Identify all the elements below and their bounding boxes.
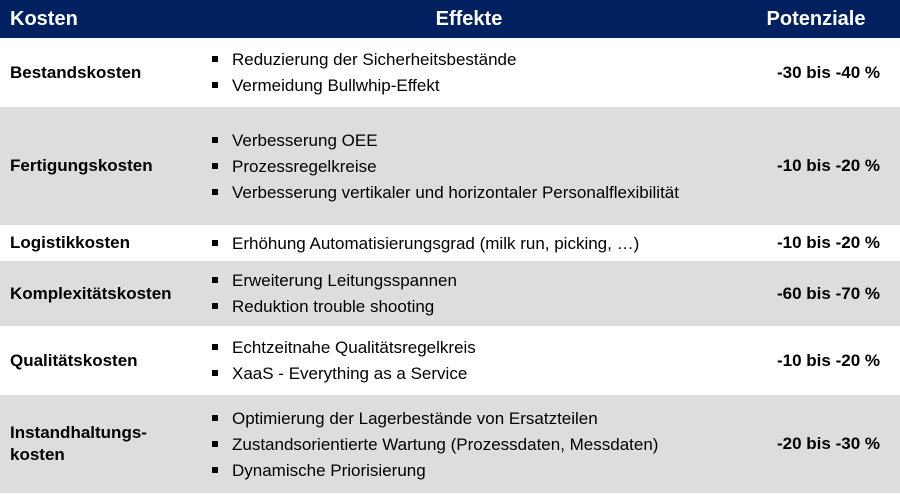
cost-label <box>0 394 206 494</box>
table-row <box>0 39 900 106</box>
list-item <box>212 130 732 151</box>
bullet-icon <box>212 56 218 62</box>
bullet-icon <box>212 163 218 169</box>
effects-cell <box>206 106 732 226</box>
list-item <box>212 337 732 358</box>
effect-text: XaaS - Everything as a Service <box>232 364 468 383</box>
cost-label-text: Instandhaltungs-​kosten <box>10 423 147 464</box>
header-kosten: Kosten <box>0 0 206 39</box>
effect-text: Erweiterung Leitungsspannen <box>232 271 457 290</box>
effects-cell <box>206 260 732 327</box>
cost-label: Fertigungskosten <box>0 106 206 226</box>
effect-text: Verbesserung vertikaler und horizontaler Personalflexibilität <box>232 182 679 202</box>
bullet-icon <box>212 415 218 421</box>
header-potenziale: Potenziale <box>732 0 900 39</box>
list-item <box>212 49 732 70</box>
effect-text: Echtzeitnahe Qualitätsregelkreis <box>232 338 476 357</box>
bullet-icon <box>212 82 218 88</box>
effect-text: Reduktion trouble shooting <box>232 297 435 316</box>
effects-cell <box>206 226 732 260</box>
list-item <box>212 270 732 291</box>
potential-value: -10 bis -20 % <box>732 106 900 226</box>
potential-value: -20 bis -30 % <box>732 394 900 494</box>
effect-text: Reduzierung der Sicherheitsbestände <box>232 50 517 69</box>
list-item <box>212 460 732 481</box>
table-row <box>0 327 900 394</box>
potential-value: -30 bis -40 % <box>732 39 900 106</box>
list-item <box>212 434 732 455</box>
bullet-icon <box>212 467 218 473</box>
table-row <box>0 226 900 260</box>
bullet-icon <box>212 137 218 143</box>
list-item <box>212 182 732 203</box>
effects-cell <box>206 327 732 394</box>
list-item <box>212 296 732 317</box>
bullet-icon <box>212 344 218 350</box>
effect-text: Zustandsorientierte Wartung (Prozessdaten, Messdaten) <box>232 434 659 454</box>
effect-text: Optimierung der Lagerbestände von Ersatzteilen <box>232 408 598 428</box>
bullet-icon <box>212 303 218 309</box>
effect-text: Vermeidung Bullwhip-Effekt <box>232 76 440 95</box>
bullet-icon <box>212 277 218 283</box>
list-item <box>212 233 732 254</box>
bullet-icon <box>212 370 218 376</box>
table-header-row <box>0 0 900 39</box>
list-item <box>212 363 732 384</box>
header-effekte: Effekte <box>206 0 732 39</box>
list-item <box>212 156 732 177</box>
table-row <box>0 260 900 327</box>
effects-cell <box>206 39 732 106</box>
table-row <box>0 394 900 494</box>
cost-label: Logistikkosten <box>0 226 206 260</box>
effect-text: Erhöhung Automatisierungsgrad (milk run, picking, …) <box>232 233 640 253</box>
effect-text: Prozessregelkreise <box>232 156 377 176</box>
cost-label: Komplexitätskosten <box>0 260 206 327</box>
potential-value: -10 bis -20 % <box>732 327 900 394</box>
cost-label: Qualitätskosten <box>0 327 206 394</box>
list-item <box>212 408 732 429</box>
potential-value: -60 bis -70 % <box>732 260 900 327</box>
bullet-icon <box>212 441 218 447</box>
effects-cell <box>206 394 732 494</box>
cost-label: Bestandskosten <box>0 39 206 106</box>
bullet-icon <box>212 240 218 246</box>
effect-text: Dynamische Priorisierung <box>232 460 426 480</box>
bullet-icon <box>212 189 218 195</box>
effect-text: Verbesserung OEE <box>232 130 378 150</box>
list-item <box>212 75 732 96</box>
potential-value: -10 bis -20 % <box>732 226 900 260</box>
table-row <box>0 106 900 226</box>
